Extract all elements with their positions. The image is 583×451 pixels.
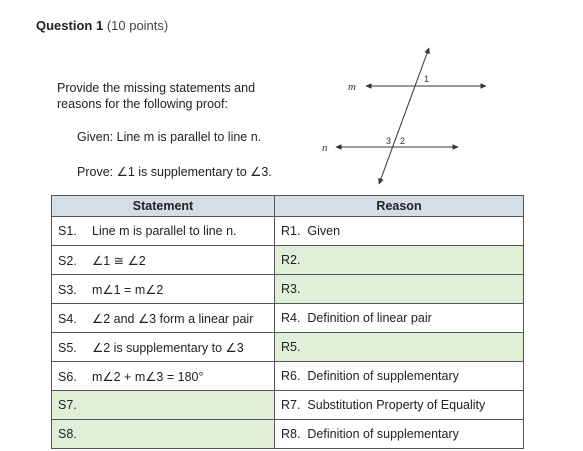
reason-cell <box>275 391 524 420</box>
prove-text: ∠1 is supplementary to ∠3. <box>116 165 272 179</box>
statement-number: S3. <box>58 282 77 297</box>
question-header <box>36 18 168 33</box>
instructions: Provide the missing statements and reasons for the following proof: <box>57 81 256 111</box>
reason-text: Definition of supplementary <box>307 369 459 383</box>
reason-number: R4. <box>281 311 301 325</box>
table-row <box>52 362 524 391</box>
reason-header: Reason <box>275 196 524 217</box>
statement-number: S7. <box>58 398 77 412</box>
prove-line <box>77 164 272 179</box>
label-n: n <box>322 142 328 154</box>
statement-cell <box>52 304 275 333</box>
reason-answer-field[interactable] <box>275 333 524 362</box>
statement-text: ∠1 ≅ ∠2 <box>92 253 146 268</box>
statement-cell <box>52 362 275 391</box>
angle-3-label: 3 <box>386 136 392 146</box>
statement-number: S2. <box>58 253 77 268</box>
statement-cell <box>52 246 275 275</box>
table-row <box>52 391 524 420</box>
reason-cell <box>275 420 524 449</box>
reason-number: R8. <box>281 427 301 441</box>
proof-table <box>51 195 524 449</box>
statement-answer-field[interactable] <box>52 420 275 449</box>
reason-cell <box>275 362 524 391</box>
angle-2-label: 2 <box>400 136 406 146</box>
reason-number: R7. <box>281 398 301 412</box>
statement-number: S4. <box>58 311 77 326</box>
reason-number: R3. <box>281 282 301 296</box>
table-row <box>52 304 524 333</box>
statement-text: m∠1 = m∠2 <box>92 282 164 297</box>
statement-text: ∠2 and ∠3 form a linear pair <box>92 311 254 326</box>
statement-cell <box>52 217 275 246</box>
question-title: Question 1 <box>36 18 104 33</box>
parallel-lines-diagram <box>310 40 500 190</box>
statement-number: S8. <box>58 427 77 441</box>
reason-text: Definition of linear pair <box>307 311 432 325</box>
table-row <box>52 246 524 275</box>
statement-number: S5. <box>58 340 77 355</box>
given-line <box>77 130 261 144</box>
angle-1-label: 1 <box>424 74 430 84</box>
statement-answer-field[interactable] <box>52 391 275 420</box>
label-m: m <box>348 81 356 93</box>
given-label: Given: <box>77 130 114 144</box>
statement-number: S6. <box>58 369 77 384</box>
statement-header: Statement <box>52 196 275 217</box>
statement-number: S1. <box>58 224 77 238</box>
reason-cell <box>275 217 524 246</box>
reason-cell <box>275 304 524 333</box>
statement-cell <box>52 275 275 304</box>
table-row <box>52 420 524 449</box>
question-points: (10 points) <box>106 18 169 33</box>
statement-cell <box>52 333 275 362</box>
reason-number: R6. <box>281 369 301 383</box>
reason-number: R5. <box>281 340 301 354</box>
reason-text: Substitution Property of Equality <box>307 398 486 412</box>
reason-number: R2. <box>281 253 301 267</box>
statement-text: ∠2 is supplementary to ∠3 <box>92 340 244 355</box>
statement-text: m∠2 + m∠3 = 180° <box>92 369 204 384</box>
reason-answer-field[interactable] <box>275 246 524 275</box>
table-row <box>52 275 524 304</box>
reason-number: R1. <box>281 224 301 238</box>
reason-text: Definition of supplementary <box>307 427 459 441</box>
reason-answer-field[interactable] <box>275 275 524 304</box>
table-row <box>52 333 524 362</box>
transversal <box>379 48 429 184</box>
reason-text: Given <box>307 224 341 238</box>
statement-text: Line m is parallel to line n. <box>92 224 237 238</box>
table-row <box>52 217 524 246</box>
prove-label: Prove: <box>77 165 114 179</box>
given-text: Line m is parallel to line n. <box>116 130 262 144</box>
table-header-row <box>52 196 524 217</box>
